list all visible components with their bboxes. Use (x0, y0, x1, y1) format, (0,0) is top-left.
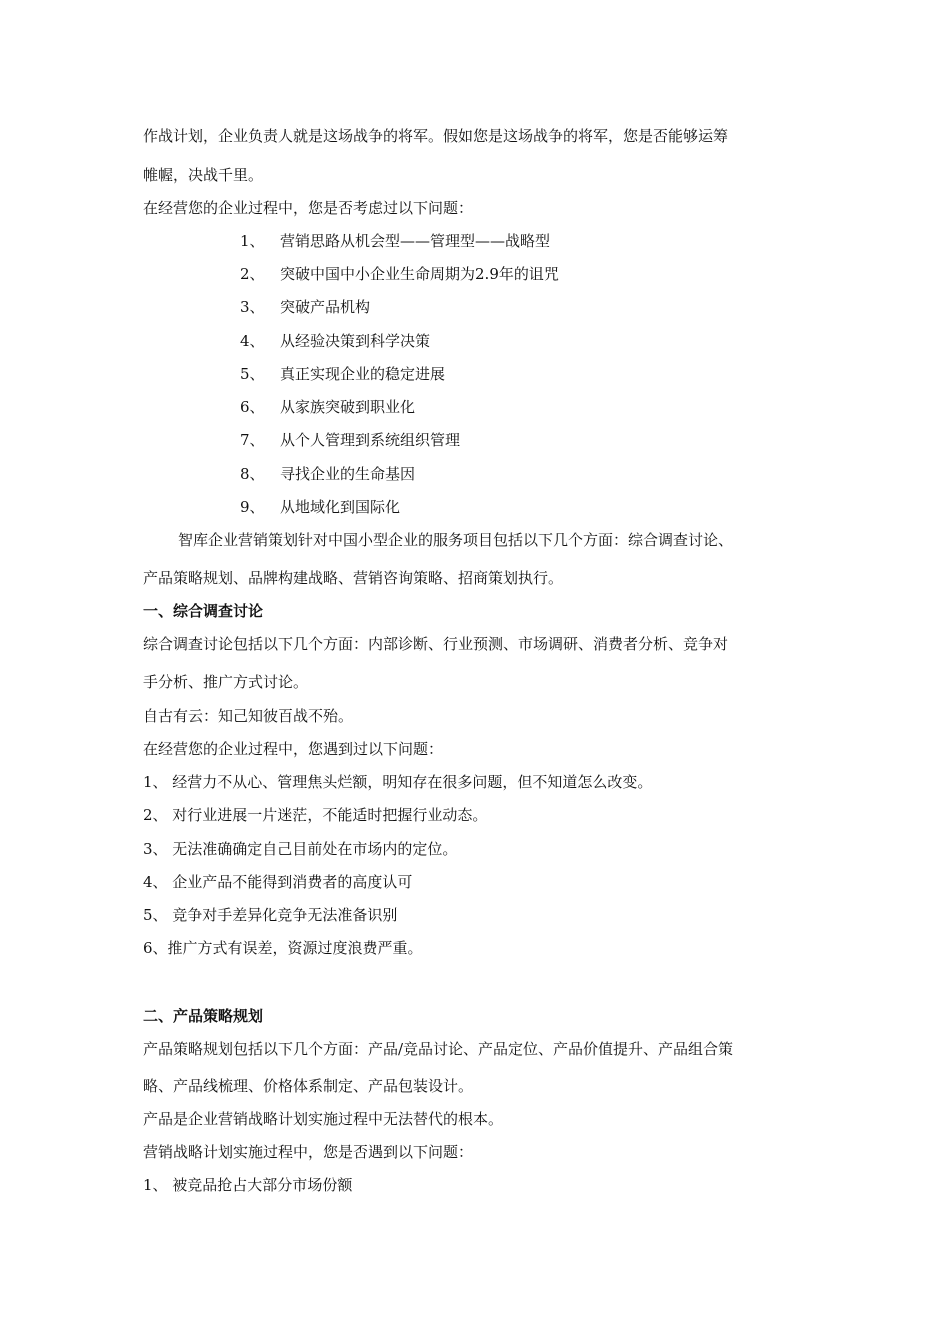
section1-problem: 3、 无法准确确定自己目前处在市场内的定位。 (143, 840, 458, 858)
issue-item (240, 231, 550, 251)
issue-text: 寻找企业的生命基因 (280, 465, 416, 483)
issue-number: 6、 (240, 398, 265, 416)
intro-line-2: 帷幄，决战千里。 (143, 166, 264, 184)
section1-saying: 自古有云：知己知彼百战不殆。 (143, 707, 354, 725)
section1-question: 在经营您的企业过程中，您遇到过以下问题： (143, 740, 444, 758)
section-heading-research: 一、综合调查讨论 (143, 602, 264, 620)
section2-question: 营销战略计划实施过程中，您是否遇到以下问题： (143, 1143, 474, 1161)
issue-item (240, 464, 415, 484)
section1-problem: 6、推广方式有误差，资源过度浪费严重。 (143, 939, 423, 957)
issue-item (240, 430, 460, 450)
section1-problem: 1、 经营力不从心、管理焦头烂额，明知存在很多问题，但不知道怎么改变。 (143, 773, 653, 791)
services-line-2: 产品策略规划、品牌构建战略、营销咨询策略、招商策划执行。 (143, 569, 564, 587)
issue-number: 2、 (240, 265, 265, 283)
section1-problem: 4、 企业产品不能得到消费者的高度认可 (143, 873, 413, 891)
issue-item (240, 497, 400, 517)
issue-item (240, 397, 415, 417)
services-line-1: 智库企业营销策划针对中国小型企业的服务项目包括以下几个方面：综合调查讨论、 (178, 531, 734, 549)
issue-item (240, 297, 370, 317)
issue-number: 7、 (240, 431, 265, 449)
section1-desc-line-1: 综合调查讨论包括以下几个方面：内部诊断、行业预测、市场调研、消费者分析、竞争对 (143, 635, 729, 653)
section1-problem: 5、 竞争对手差异化竞争无法准备识别 (143, 906, 398, 924)
issue-item (240, 331, 430, 351)
issue-number: 5、 (240, 365, 265, 383)
intro-line-1: 作战计划，企业负责人就是这场战争的将军。假如您是这场战争的将军，您是否能够运筹 (143, 127, 729, 145)
intro-question: 在经营您的企业过程中，您是否考虑过以下问题： (143, 199, 474, 217)
issue-text: 从个人管理到系统组织管理 (280, 431, 461, 449)
section2-statement: 产品是企业营销战略计划实施过程中无法替代的根本。 (143, 1110, 504, 1128)
issue-number: 8、 (240, 465, 265, 483)
section1-problem: 2、 对行业进展一片迷茫，不能适时把握行业动态。 (143, 806, 488, 824)
section2-desc-line-1: 产品策略规划包括以下几个方面：产品/竞品讨论、产品定位、产品价值提升、产品组合策 (143, 1040, 734, 1058)
section-heading-product: 二、产品策略规划 (143, 1007, 264, 1025)
section2-problem: 1、 被竞品抢占大部分市场份额 (143, 1176, 353, 1194)
issue-number: 1、 (240, 232, 265, 250)
issue-text: 从经验决策到科学决策 (280, 332, 431, 350)
issue-item (240, 364, 445, 384)
issue-number: 3、 (240, 298, 265, 316)
issue-number: 9、 (240, 498, 265, 516)
issue-number: 4、 (240, 332, 265, 350)
issue-text: 营销思路从机会型——管理型——战略型 (280, 232, 551, 250)
issue-text: 真正实现企业的稳定进展 (280, 365, 446, 383)
issue-text: 从家族突破到职业化 (280, 398, 416, 416)
section2-desc-line-2: 略、产品线梳理、价格体系制定、产品包装设计。 (143, 1077, 474, 1095)
issue-text: 突破中国中小企业生命周期为2.9年的诅咒 (280, 265, 559, 283)
issue-item (240, 264, 559, 284)
section1-desc-line-2: 手分析、推广方式讨论。 (143, 673, 309, 691)
issue-text: 突破产品机构 (280, 298, 371, 316)
issue-text: 从地域化到国际化 (280, 498, 401, 516)
